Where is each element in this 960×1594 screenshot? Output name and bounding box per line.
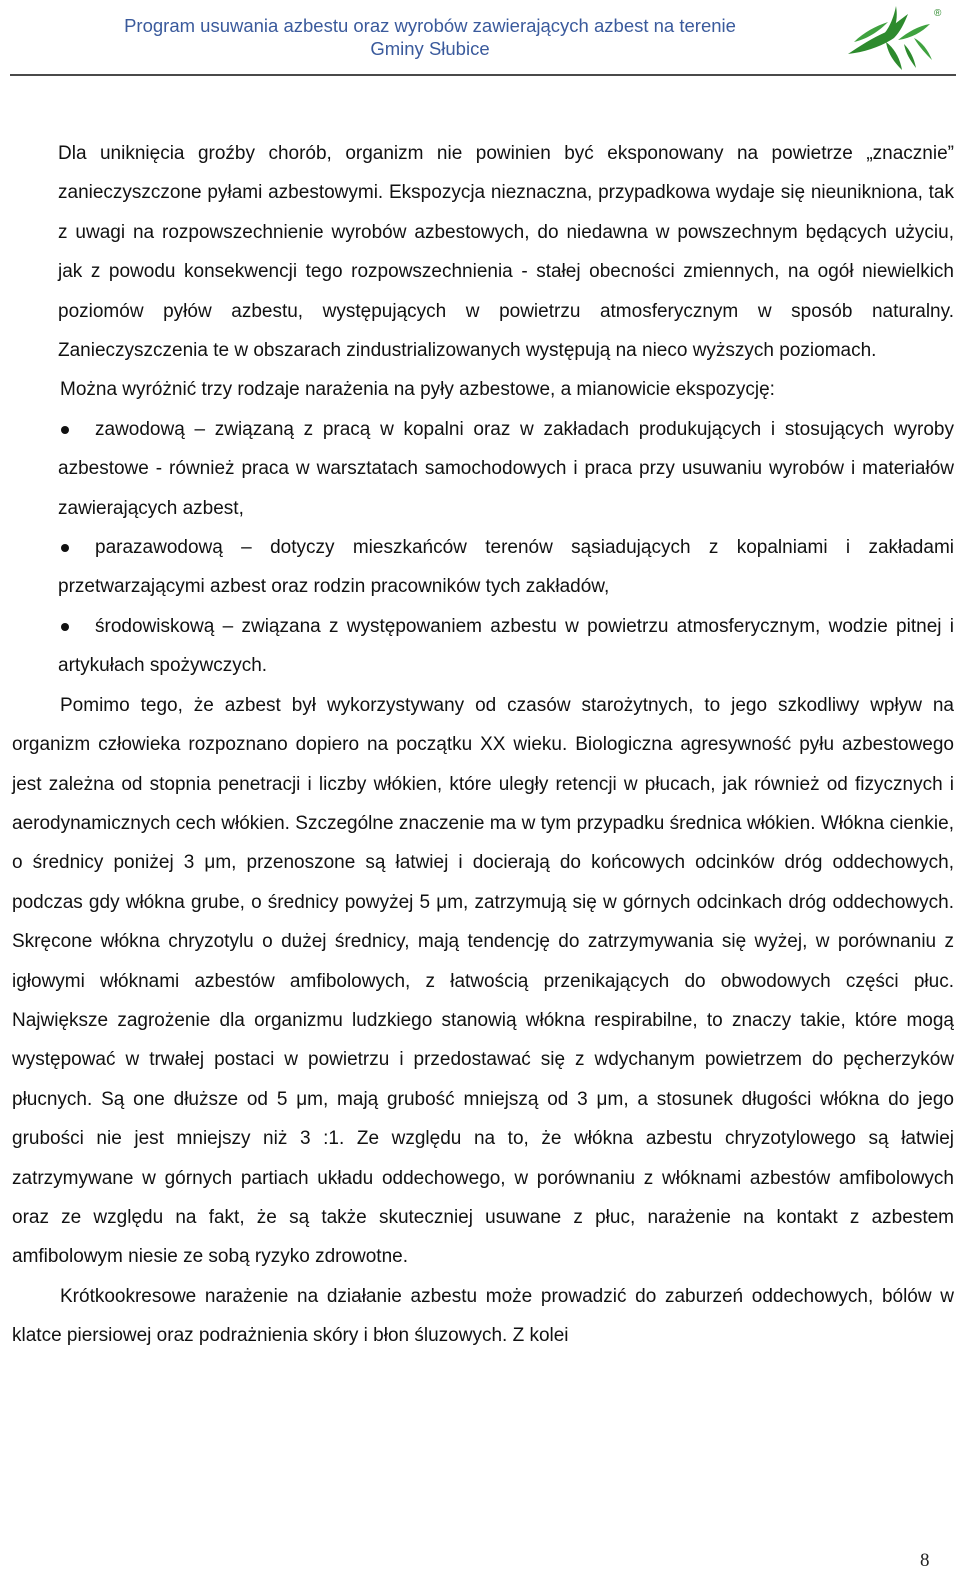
page-number: 8 bbox=[920, 1550, 930, 1571]
title-line-1: Program usuwania azbestu oraz wyrobów zawierających azbest na terenie bbox=[124, 15, 736, 36]
header-divider bbox=[10, 74, 956, 76]
bullet-icon bbox=[61, 426, 69, 434]
paragraph-4: Krótkookresowe narażenie na działanie azbestu może prowadzić do zaburzeń oddechowych, bólów w klatce piersiowej oraz podrażnienia skóry i błon śluzowych. Z kolei bbox=[12, 1285, 954, 1347]
page-header bbox=[0, 0, 960, 78]
bullet-item-occupational bbox=[12, 410, 954, 528]
registered-mark: ® bbox=[934, 8, 942, 19]
paragraph-2: Można wyróżnić trzy rodzaje narażenia na pyły azbestowe, a mianowicie ekspozycję: bbox=[60, 379, 775, 401]
bullet-text: środowiskową – związana z występowaniem azbestu w powietrzu atmosferycznym, wodzie pitnej i artykułach spożywczych. bbox=[58, 615, 954, 677]
bullet-item-environmental bbox=[12, 607, 954, 686]
leaf-logo-icon bbox=[842, 2, 960, 72]
bullet-icon bbox=[61, 623, 69, 631]
paragraph-3: Pomimo tego, że azbest był wykorzystywany od czasów starożytnych, to jego szkodliwy wpływ na organizm człowieka rozpoznano dopiero na początku XX wieku. Biologiczna agresywność pyłu azbestowego jest zależna od stopnia penetracji i liczby włókien, które uległy retencji w płucach, jak również od fizycznych i aerodynamicznych cech włókien. Szczególne znaczenie ma w tym przypadku średnica włókien. Włókna cienkie, o średnicy poniżej 3 μm, przenoszone są łatwiej i docierają do końcowych odcinków dróg oddechowych, podczas gdy włókna grube, o średnicy powyżej 5 μm, zatrzymują się w górnych odcinkach dróg oddechowych. Skręcone włókna chryzotylu o dużej średnicy, mają tendencję do zatrzymywania się wyżej, w porównaniu z igłowymi włóknami azbestów amfibolowych, z łatwością przenikających do obwodowych części płuc. Największe zagrożenie dla organizmu ludzkiego stanowią włókna respirabilne, to znaczy takie, które mogą występować w trwałej postaci w powietrzu i przedostawać się z wdychanym powietrzem do pęcherzyków płucnych. Są one dłuższe od 5 μm, mają grubość mniejszą od 3 μm, a stosunek długości włókna do jego grubości nie jest mniejszy niż 3 :1. Ze względu na to, że włókna azbestu chryzotylowego są łatwiej zatrzymywane w górnych partiach układu oddechowego, w porównaniu z włóknami azbestów amfibolowych oraz ze względu na fakt, że są także skuteczniej usuwane z płuc, narażenie na kontakt z azbestem amfibolowym niesie ze sobą ryzyko zdrowotne. bbox=[12, 694, 954, 1268]
bullet-text: zawodową – związaną z pracą w kopalni oraz w zakładach produkujących i stosujących wyroby azbestowe - również praca w warsztatach samochodowych i praca przy usuwaniu wyrobów i materiałów zawierających azbest, bbox=[58, 418, 954, 519]
bullet-item-paraoccupational bbox=[12, 528, 954, 607]
bullet-text: parazawodową – dotyczy mieszkańców terenów sąsiadujących z kopalniami i zakładami przetwarzającymi azbest oraz rodzin pracowników tych zakładów, bbox=[58, 537, 954, 598]
bullet-icon bbox=[61, 544, 69, 552]
document-title bbox=[40, 14, 820, 60]
document-body bbox=[12, 134, 954, 1356]
paragraph-1: Dla uniknięcia groźby chorób, organizm nie powinien być eksponowany na powietrze „znacznie” zanieczyszczone pyłami azbestowymi. Ekspozycja nieznaczna, przypadkowa wydaje się nieunikniona, tak z uwagi na rozpowszechnienie wyrobów azbestowych, do niedawna w powszechnym będących użyciu, jak z powodu konsekwencji tego rozpowszechnienia - stałej obecności zmiennych, na ogół niewielkich poziomów pyłów azbestu, występujących w powietrzu atmosferycznym w sposób naturalny. Zanieczyszczenia te w obszarach zindustrializowanych występują na nieco wyższych poziomach. bbox=[58, 143, 954, 362]
title-line-2: Gminy Słubice bbox=[370, 38, 490, 59]
